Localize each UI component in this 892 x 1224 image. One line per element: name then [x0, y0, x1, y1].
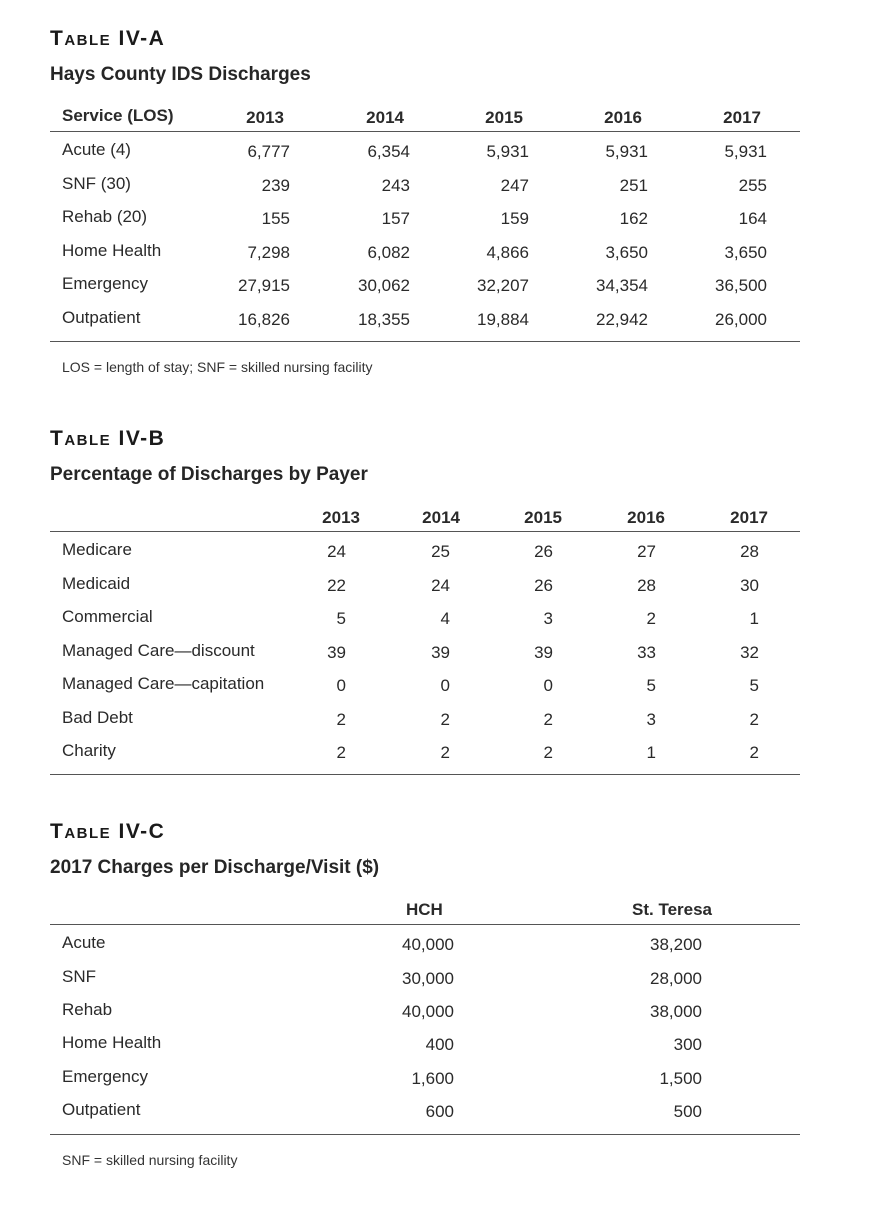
- table-b-cell: 24: [431, 576, 450, 595]
- table-b-cell: 39: [327, 643, 346, 662]
- table-b-cell: 33: [637, 643, 656, 662]
- table-b-cell: 1: [646, 743, 656, 762]
- table-a-cell: 159: [500, 209, 529, 228]
- table-a-cell: 251: [619, 176, 648, 195]
- table-c-cell: 300: [673, 1035, 702, 1054]
- table-a-cell: 3,650: [724, 243, 767, 262]
- table-c-cell: 600: [425, 1102, 454, 1121]
- table-b-cell: 5: [646, 676, 656, 695]
- table-c-row-label: Acute: [62, 933, 106, 952]
- table-c-footnote: SNF = skilled nursing facility: [62, 1152, 238, 1168]
- table-b-header-2017: 2017: [730, 508, 768, 527]
- table-a-cell: 5,931: [486, 142, 529, 161]
- table-a-cell: 239: [261, 176, 290, 195]
- table-a-cell: 30,062: [358, 276, 410, 295]
- table-b-cell: 2: [440, 743, 450, 762]
- table-c-row-label: Outpatient: [62, 1100, 141, 1119]
- table-b-header-2016: 2016: [627, 508, 665, 527]
- table-b-cell: 39: [534, 643, 553, 662]
- table-a-header-2017: 2017: [723, 108, 761, 127]
- table-a-cell: 22,942: [596, 310, 648, 329]
- table-c-cell: 1,600: [411, 1069, 454, 1088]
- table-a-footnote: LOS = length of stay; SNF = skilled nursing facility: [62, 359, 373, 375]
- table-a-cell: 247: [500, 176, 529, 195]
- table-a-header-2016: 2016: [604, 108, 642, 127]
- table-b-cell: 2: [543, 743, 553, 762]
- table-c-cell: 40,000: [402, 1002, 454, 1021]
- table-b-cell: 27: [637, 542, 656, 561]
- table-c-row-label: Emergency: [62, 1067, 148, 1086]
- table-b-label: Table IV-B: [50, 427, 166, 450]
- table-c-cell: 38,200: [650, 935, 702, 954]
- table-b-cell: 3: [646, 710, 656, 729]
- table-c-cell: 1,500: [659, 1069, 702, 1088]
- table-c-header-st-teresa: St. Teresa: [632, 900, 713, 919]
- table-b-row-label: Commercial: [62, 607, 153, 626]
- table-b-cell: 32: [740, 643, 759, 662]
- table-c-cell: 40,000: [402, 935, 454, 954]
- table-b-header-2013: 2013: [322, 508, 360, 527]
- table-c-bottom-rule: [50, 1134, 800, 1135]
- table-c-row-label: Home Health: [62, 1033, 162, 1052]
- table-a-row-label: Emergency: [62, 274, 148, 293]
- table-b-caption: Percentage of Discharges by Payer: [50, 464, 368, 485]
- table-b-row-label: Managed Care—discount: [62, 641, 255, 660]
- table-b-cell: 2: [336, 710, 346, 729]
- table-b-cell: 5: [749, 676, 759, 695]
- table-b-cell: 0: [336, 676, 346, 695]
- table-a-header-2013: 2013: [246, 108, 284, 127]
- table-c-row-label: Rehab: [62, 1000, 113, 1019]
- table-a-row-label: Home Health: [62, 241, 162, 260]
- table-b-cell: 5: [336, 609, 346, 628]
- table-c-cell: 400: [425, 1035, 454, 1054]
- table-c-cell: 30,000: [402, 969, 454, 988]
- table-b-cell: 25: [431, 542, 450, 561]
- table-c-cell: 38,000: [650, 1002, 702, 1021]
- table-b-cell: 0: [543, 676, 553, 695]
- table-c-cell: 28,000: [650, 969, 702, 988]
- table-b-cell: 2: [336, 743, 346, 762]
- table-a-row-label: Acute (4): [62, 140, 131, 159]
- table-a-cell: 36,500: [715, 276, 767, 295]
- table-b-cell: 3: [543, 609, 553, 628]
- table-a-row-label: Outpatient: [62, 308, 141, 327]
- table-b-cell: 24: [327, 542, 346, 561]
- table-a-cell: 16,826: [238, 310, 290, 329]
- table-b-cell: 0: [440, 676, 450, 695]
- table-a-header-2014: 2014: [366, 108, 404, 127]
- table-a-cell: 27,915: [238, 276, 290, 295]
- table-b-cell: 28: [637, 576, 656, 595]
- table-c-row-label: SNF: [62, 967, 96, 986]
- table-b-cell: 28: [740, 542, 759, 561]
- table-a-cell: 4,866: [486, 243, 529, 262]
- table-a-cell: 157: [381, 209, 410, 228]
- table-b-cell: 2: [440, 710, 450, 729]
- table-a-cell: 243: [381, 176, 410, 195]
- table-b-row-label: Medicare: [62, 540, 132, 559]
- table-b-cell: 39: [431, 643, 450, 662]
- table-a-cell: 26,000: [715, 310, 767, 329]
- table-c-label: Table IV-C: [50, 820, 166, 843]
- table-a-cell: 32,207: [477, 276, 529, 295]
- table-a-cell: 18,355: [358, 310, 410, 329]
- table-c-caption: 2017 Charges per Discharge/Visit ($): [50, 857, 380, 878]
- table-a-label: Table IV-A: [50, 27, 166, 50]
- table-b-header-2015: 2015: [524, 508, 562, 527]
- table-a-row-label: SNF (30): [62, 174, 131, 193]
- table-b-cell: 26: [534, 542, 553, 561]
- table-a-cell: 164: [738, 209, 767, 228]
- table-a-header-2015: 2015: [485, 108, 523, 127]
- table-b-cell: 30: [740, 576, 759, 595]
- table-a-cell: 19,884: [477, 310, 529, 329]
- table-c-header-rule: [50, 924, 800, 925]
- table-iv-c: [50, 0, 800, 1200]
- table-b-cell: 2: [543, 710, 553, 729]
- table-c-cell: 500: [673, 1102, 702, 1121]
- table-c-header-hch: HCH: [406, 900, 443, 919]
- table-a-caption: Hays County IDS Discharges: [50, 64, 311, 85]
- table-b-cell: 1: [749, 609, 759, 628]
- table-b-cell: 26: [534, 576, 553, 595]
- table-a-cell: 255: [738, 176, 767, 195]
- table-b-cell: 2: [749, 743, 759, 762]
- table-a-cell: 155: [261, 209, 290, 228]
- table-a-cell: 3,650: [605, 243, 648, 262]
- table-b-row-label: Bad Debt: [62, 708, 133, 727]
- table-b-cell: 2: [749, 710, 759, 729]
- table-b-row-label: Medicaid: [62, 574, 131, 593]
- table-b-cell: 22: [327, 576, 346, 595]
- table-b-row-label: Charity: [62, 741, 116, 760]
- table-a-cell: 162: [619, 209, 648, 228]
- table-a-cell: 6,777: [247, 142, 290, 161]
- table-a-header-service: Service (LOS): [62, 106, 174, 125]
- table-a-row-label: Rehab (20): [62, 207, 148, 226]
- table-b-row-label: Managed Care—capitation: [62, 674, 265, 693]
- table-a-cell: 34,354: [596, 276, 648, 295]
- table-a-cell: 5,931: [605, 142, 648, 161]
- table-a-cell: 6,354: [367, 142, 410, 161]
- table-b-cell: 4: [440, 609, 450, 628]
- table-a-cell: 5,931: [724, 142, 767, 161]
- table-a-cell: 7,298: [247, 243, 290, 262]
- table-b-cell: 2: [646, 609, 656, 628]
- table-a-cell: 6,082: [367, 243, 410, 262]
- table-b-header-2014: 2014: [422, 508, 460, 527]
